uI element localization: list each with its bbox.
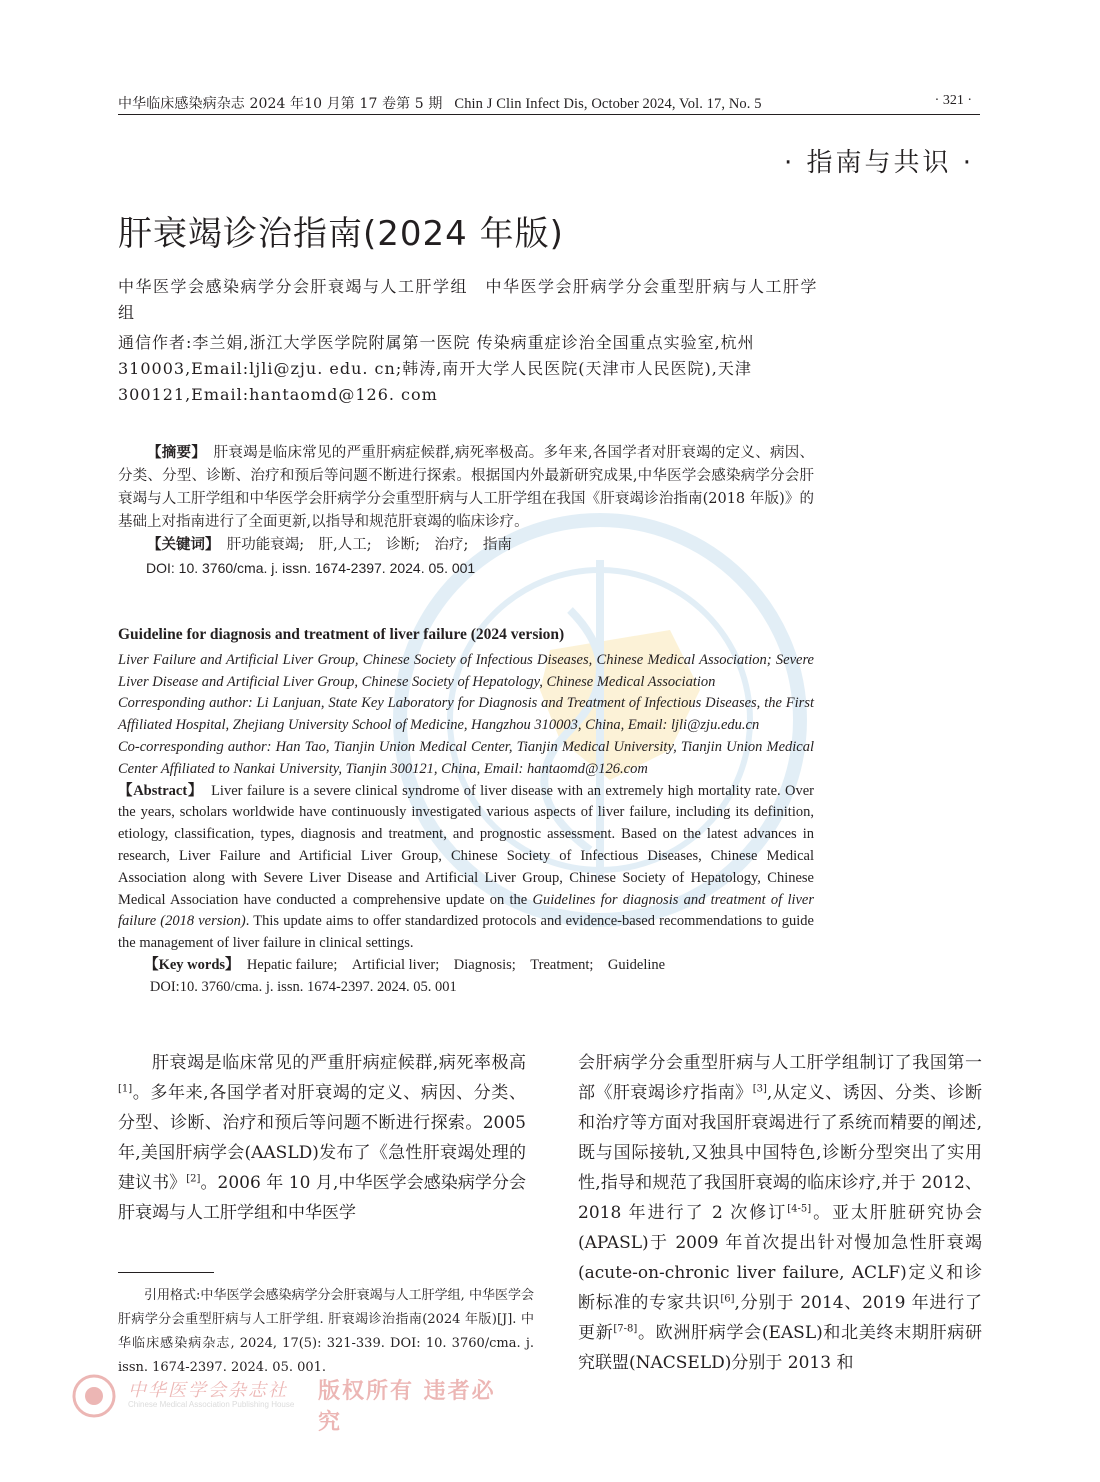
doi-cn: DOI: 10. 3760/cma. j. issn. 1674-2397. 2024. 05. 001 — [146, 560, 476, 576]
body-text: 会肝病学分会重型肝病与人工肝学组制订了我国第一部《肝衰竭诊疗指南》 — [578, 1053, 982, 1103]
english-keywords-text: Hepatic failure; Artificial liver; Diagnosis; Treatment; Guideline — [246, 956, 666, 973]
citation-footnote — [118, 1284, 534, 1380]
english-abstract-text-2: . This update aims to offer standardized protocols and evidence-based recommendations to guide the management of liver failure in clinical settings. — [118, 913, 814, 952]
journal-name-cn: 中华临床感染病杂志 2024 年10 月第 17 卷第 5 期 — [118, 96, 443, 112]
publisher-logo — [70, 1372, 510, 1435]
citation-ref[interactable]: [6] — [720, 1293, 735, 1305]
english-title: Guideline for diagnosis and treatment of liver failure (2024 version) — [118, 626, 565, 643]
body-text: 肝衰竭是临床常见的严重肝病症候群,病死率极高 — [152, 1053, 526, 1073]
keywords-cn-label: 【关键词】 — [147, 537, 213, 553]
abstract-cn — [118, 442, 814, 580]
body-column-right — [578, 1048, 982, 1378]
body-text: ,分别于 2014、2019 年进行了更新 — [578, 1293, 982, 1343]
correspondence: 通信作者:李兰娟,浙江大学医学院附属第一医院 传染病重症诊治全国重点实验室,杭州 310003,Email:ljli@zju. edu. cn;韩涛,南开大学人民医院(天津市人民医院),天津300121,Email:hantaomd@126. com — [118, 333, 755, 404]
english-abstract-paragraph — [118, 781, 814, 955]
body-text: ,从定义、诱因、分类、诊断和治疗等方面对我国肝衰竭进行了系统而精要的阐述,既与国际接轨,又独具中国特色,诊断分型突出了实用性,指导和规范了我国肝衰竭的临床诊疗,并于 2012、2018 年进行了 2 次修订 — [578, 1083, 983, 1223]
body-text: 。欧洲肝病学会(EASL)和北美终末期肝病研究联盟(NACSELD)分别于 2013 和 — [578, 1323, 982, 1373]
english-abstract-label: 【Abstract】 — [118, 782, 196, 799]
citation-ref[interactable]: [2] — [186, 1173, 201, 1185]
body-text: 。亚太肝脏研究协会(APASL)于 2009 年首次提出针对慢加急性肝衰竭(acute-on-chronic liver failure, ACLF)定义和诊断标准的专家共识 — [578, 1203, 982, 1313]
abstract-cn-text: 肝衰竭是临床常见的严重肝病症候群,病死率极高。多年来,各国学者对肝衰竭的定义、病因、分类、分型、诊断、治疗和预后等问题不断进行探索。根据国内外最新研究成果,中华医学会感染病学分会肝衰竭与人工肝学组和中华医学会肝病学分会重型肝病与人工肝学组在我国《肝衰竭诊治指南(2018 年版)》的基础上对指南进行了全面更新,以指导和规范肝衰竭的临床诊疗。 — [118, 445, 815, 530]
body-paragraph-1-cont — [578, 1048, 982, 1378]
english-doi: DOI:10. 3760/cma. j. issn. 1674-2397. 2024. 05. 001 — [149, 978, 457, 995]
english-co-corresponding: Co-corresponding author: Han Tao, Tianjin Union Medical Center, Tianjin Medical University, Tianjin Union Medical Center Affiliated to Nankai University, Tianjin 300121, China, Email: hantaomd@126.com — [118, 738, 814, 777]
copyright-notice: 版权所有 违者必究 — [318, 1379, 496, 1435]
citation-ref[interactable]: [7-8] — [613, 1323, 638, 1335]
authors: 中华医学会感染病学分会肝衰竭与人工肝学组 中华医学会肝病学分会重型肝病与人工肝学组 — [118, 277, 819, 322]
english-keywords-label: 【Key words】 — [144, 956, 233, 973]
keywords-cn-text: 肝功能衰竭; 肝,人工; 诊断; 治疗; 指南 — [226, 537, 512, 553]
article-title: 肝衰竭诊治指南(2024 年版) — [118, 214, 564, 254]
keywords-cn — [118, 534, 814, 557]
publisher-name-en: Chinese Medical Association Publishing House — [128, 1400, 295, 1409]
english-abstract-text-1: Liver failure is a severe clinical syndrome of liver disease with an extremely high mortality rate. Over the years, scholars worldwide have continuously investigated various aspects of liver failure, including its definition, etiology, classification, types, diagnosis and treatment, and prognostic assessment. Based on the latest advances in research, Liver Failure and Artificial Liver Group, Chinese Society of Infectious Diseases, Chinese Medical Association along with Severe Liver Disease and Artificial Liver Group, Chinese Society of Hepatology, Chinese Medical Association have conducted a comprehensive update on the — [118, 782, 814, 908]
english-corresponding: Corresponding author: Li Lanjuan, State Key Laboratory for Diagnosis and Treatment of Infectious Diseases, the First Affiliated Hospital, Zhejiang University School of Medicine, Hangzhou 310003, China, Email: ljli@zju.edu.cn — [118, 695, 814, 734]
body-text: 。多年来,各国学者对肝衰竭的定义、病因、分类、分型、诊断、治疗和预后等问题不断进行探索。2005 年,美国肝病学会(AASLD)发布了《急性肝衰竭处理的建议书》 — [118, 1083, 526, 1193]
publisher-name-cn: 中华医学会杂志社 — [128, 1380, 288, 1401]
abstract-cn-paragraph — [118, 442, 814, 534]
header-rule — [118, 114, 980, 115]
body-text: 。2006 年 10 月,中华医学会感染病学分会肝衰竭与人工肝学组和中华医学 — [118, 1173, 527, 1223]
english-abstract-italic: Guidelines for diagnosis and treatment of liver failure (2018 version) — [118, 891, 815, 930]
running-header — [118, 93, 762, 113]
section-label: · 指南与共识 · — [783, 148, 974, 178]
footnote-rule — [118, 1272, 214, 1273]
english-authors: Liver Failure and Artificial Liver Group, Chinese Society of Infectious Diseases, Chinese Medical Association; Severe Liver Disease and Artificial Liver Group, Chinese Society of Hepatology, Chinese Medical Association — [118, 651, 814, 690]
abstract-cn-label: 【摘要】 — [147, 445, 199, 461]
journal-name-en: Chin J Clin Infect Dis, October 2024, Vol. 17, No. 5 — [454, 96, 762, 112]
english-keywords — [118, 955, 814, 977]
english-abstract — [118, 624, 814, 999]
citation-ref[interactable]: [3] — [752, 1083, 767, 1095]
citation-ref[interactable]: [1] — [118, 1083, 133, 1095]
citation-ref[interactable]: [4-5] — [787, 1203, 812, 1215]
body-column-left — [118, 1048, 526, 1228]
body-paragraph-1 — [118, 1048, 526, 1228]
publisher-emblem-icon — [70, 1372, 118, 1420]
footnote-text: 引用格式:中华医学会感染病学分会肝衰竭与人工肝学组, 中华医学会肝病学分会重型肝病与人工肝学组. 肝衰竭诊治指南(2024 年版)[J]. 中华临床感染病杂志, 2024, 17(5): 321-339. DOI: 10. 3760/cma. j. issn. 1674-2397. 2024. 05. 001. — [118, 1288, 534, 1375]
page-number: · 321 · — [934, 93, 972, 108]
